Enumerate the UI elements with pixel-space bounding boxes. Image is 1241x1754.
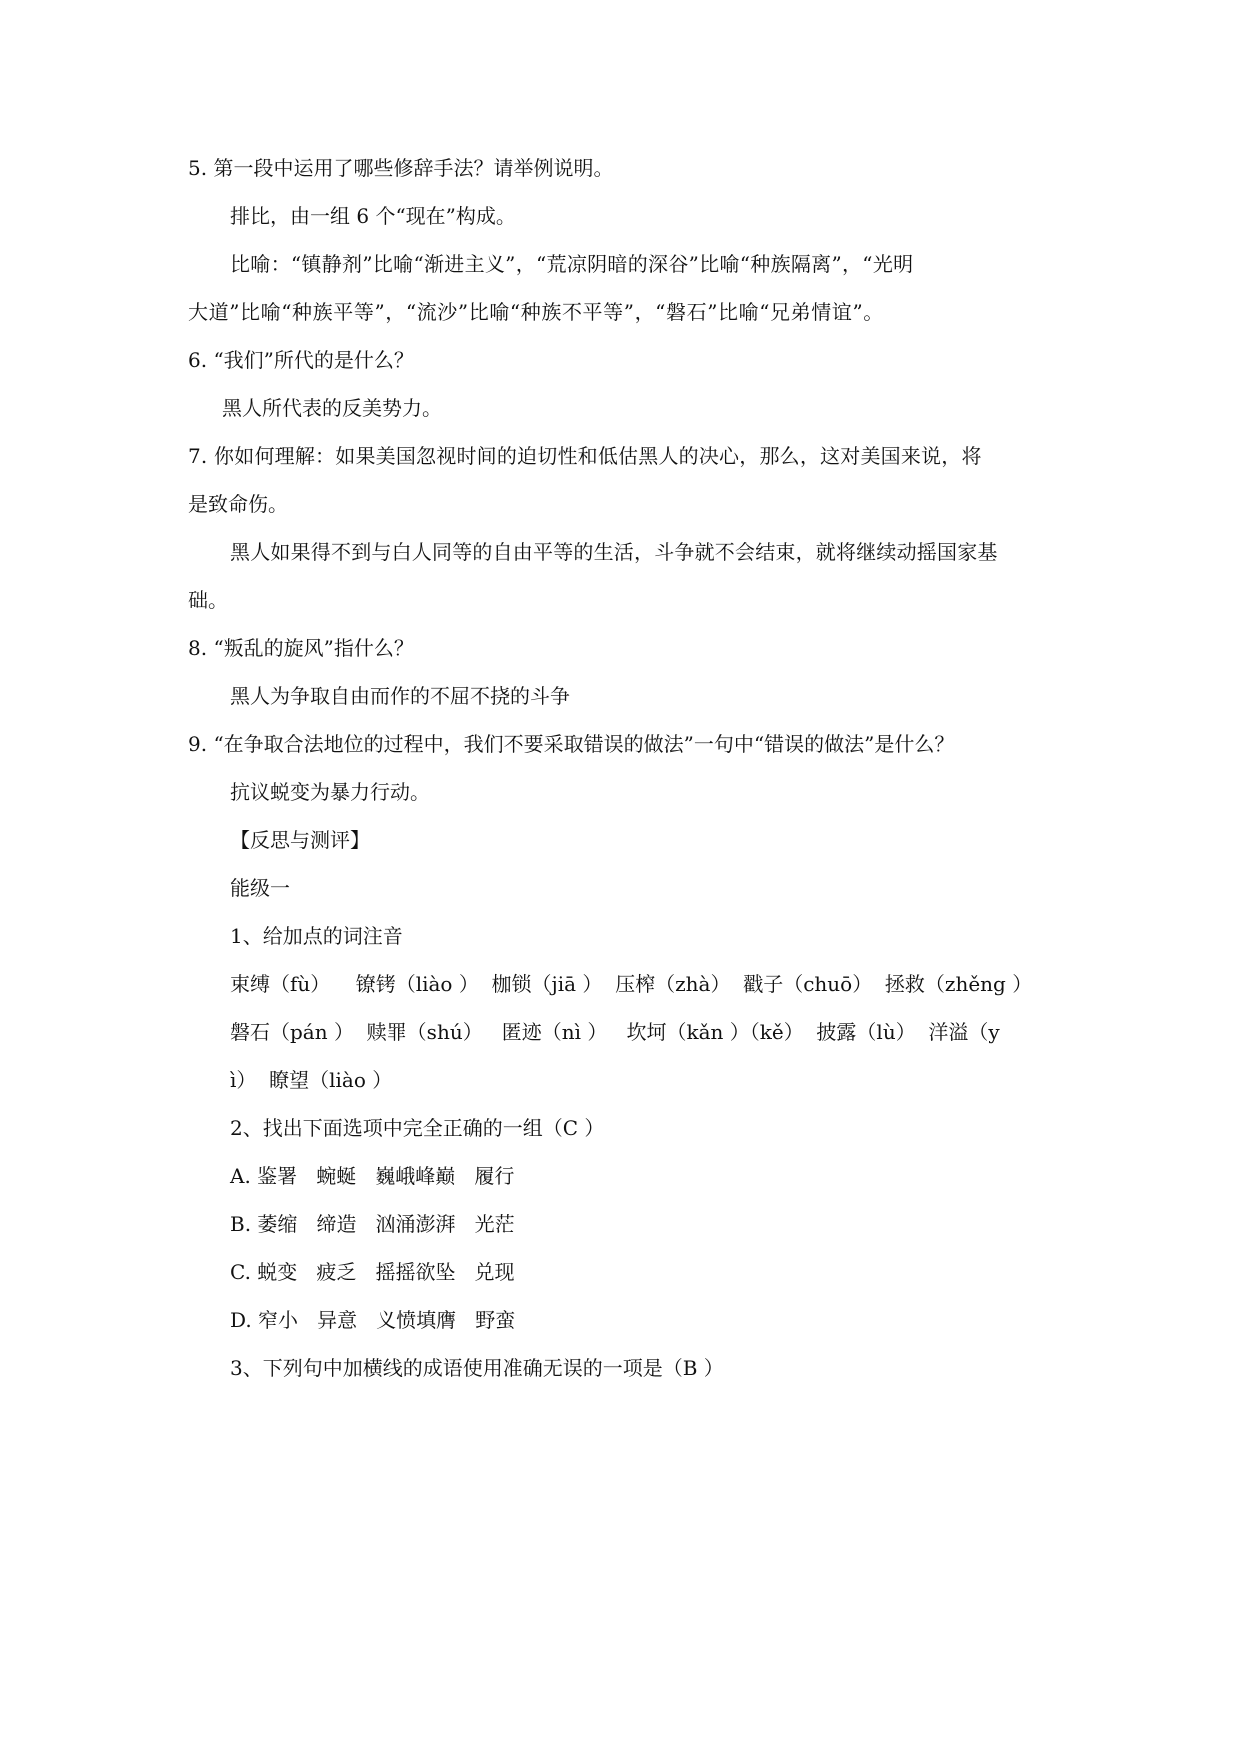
exercise-1-prompt: 1、给加点的词注音 (230, 924, 403, 948)
exercise-2-option-b: B. 萎缩 缔造 汹涌澎湃 光茫 (230, 1212, 515, 1236)
exercise-2-option-c: C. 蜕变 疲乏 摇摇欲坠 兑现 (230, 1260, 515, 1284)
question-8: 8. “叛乱的旋风”指什么？ (188, 636, 414, 660)
exercise-2-prompt: 2、找出下面选项中完全正确的一组（C ） (230, 1116, 605, 1140)
question-5: 5. 第一段中运用了哪些修辞手法？请举例说明。 (188, 156, 614, 180)
answer-8: 黑人为争取自由而作的不屈不挠的斗争 (230, 684, 570, 708)
question-9: 9. “在争取合法地位的过程中，我们不要采取错误的做法”一句中“错误的做法”是什么？ (188, 732, 955, 756)
answer-5-parallelism: 排比，由一组 6 个“现在”构成。 (230, 204, 516, 228)
answer-6: 黑人所代表的反美势力。 (222, 396, 442, 420)
answer-9: 抗议蜕变为暴力行动。 (230, 780, 430, 804)
exercise-2-option-a: A. 鉴署 蜿蜒 巍峨峰巅 履行 (230, 1164, 515, 1188)
answer-7-line-1: 黑人如果得不到与白人同等的自由平等的生活，斗争就不会结束，就将继续动摇国家基 (230, 540, 998, 564)
question-7-line-2: 是致命伤。 (188, 492, 288, 516)
question-7-line-1: 7. 你如何理解：如果美国忽视时间的迫切性和低估黑人的决心，那么，这对美国来说，将 (188, 444, 982, 468)
exercise-1-pinyin-line-3: ì） 瞭望（liào ） (230, 1068, 393, 1092)
answer-7-line-2: 础。 (188, 588, 228, 612)
question-6: 6. “我们”所代的是什么？ (188, 348, 414, 372)
exercise-1-pinyin-line-1: 束缚（fù） 镣铐（liào ） 枷锁（jiā ） 压榨（zhà） 戳子（chuō） 拯救（zhěng ） (230, 972, 1033, 996)
section-heading: 【反思与测评】 (230, 828, 370, 852)
answer-5-metaphor-line-1: 比喻：“镇静剂”比喻“渐进主义”，“荒凉阴暗的深谷”比喻“种族隔离”，“光明 (230, 252, 914, 276)
exercise-3-prompt: 3、下列句中加横线的成语使用准确无误的一项是（B ） (230, 1356, 724, 1380)
exercise-2-option-d: D. 窄小 异意 义愤填膺 野蛮 (230, 1308, 516, 1332)
answer-5-metaphor-line-2: 大道”比喻“种族平等”，“流沙”比喻“种族不平等”，“磐石”比喻“兄弟情谊”。 (188, 300, 884, 324)
exercise-1-pinyin-line-2: 磐石（pán ） 赎罪（shú） 匿迹（nì ） 坎坷（kǎn ）（kě） 披露（lù） 洋溢（y (230, 1020, 1000, 1044)
level-heading: 能级一 (230, 876, 290, 900)
